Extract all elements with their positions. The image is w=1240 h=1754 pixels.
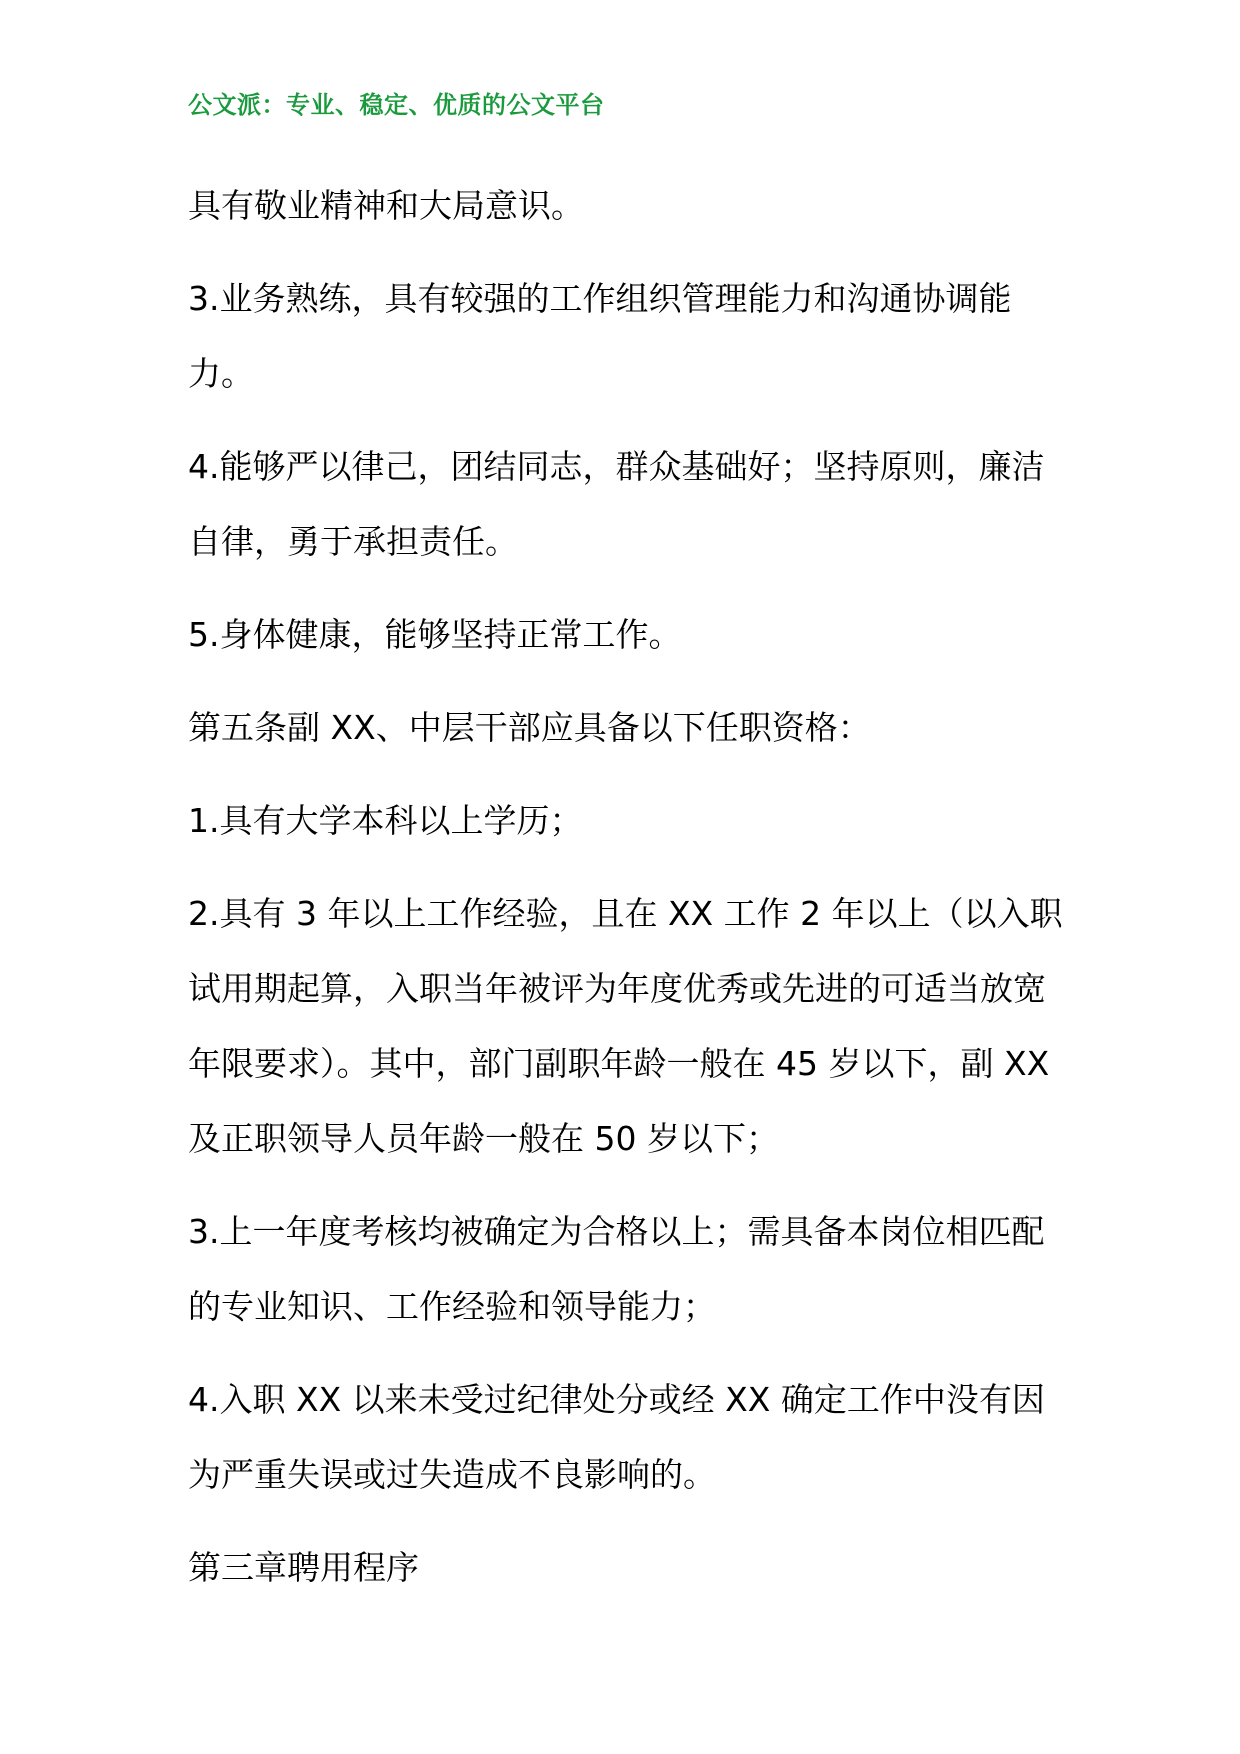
paragraph-8: 3.上一年度考核均被确定为合格以上；需具备本岗位相匹配的专业知识、工作经验和领导能力； <box>188 1212 1045 1326</box>
paragraph-9: 4.入职 XX 以来未受过纪律处分或经 XX 确定工作中没有因为严重失误或过失造成不良影响的。 <box>188 1380 1045 1494</box>
header-banner: 公文派：专业、稳定、优质的公文平台 <box>188 91 605 119</box>
paragraph-4: 5.身体健康，能够坚持正常工作。 <box>188 615 682 654</box>
paragraph-2: 3.业务熟练，具有较强的工作组织管理能力和沟通协调能力。 <box>188 279 1012 393</box>
paragraph-7: 2.具有 3 年以上工作经验，且在 XX 工作 2 年以上（以入职试用期起算，入职当年被评为年度优秀或先进的可适当放宽年限要求）。其中，部门副职年龄一般在 45 岁以下，副 XX 及正职领导人员年龄一般在 50 岁以下； <box>188 894 1063 1158</box>
document-body <box>188 168 1068 1623</box>
paragraph-6: 1.具有大学本科以上学历； <box>188 801 583 840</box>
chapter-heading: 第三章聘用程序 <box>188 1548 419 1587</box>
paragraph-1: 具有敬业精神和大局意识。 <box>188 186 584 225</box>
paragraph-3: 4.能够严以律己，团结同志，群众基础好；坚持原则，廉洁自律，勇于承担责任。 <box>188 447 1045 561</box>
paragraph-5: 第五条副 XX、中层干部应具备以下任职资格： <box>188 708 871 747</box>
